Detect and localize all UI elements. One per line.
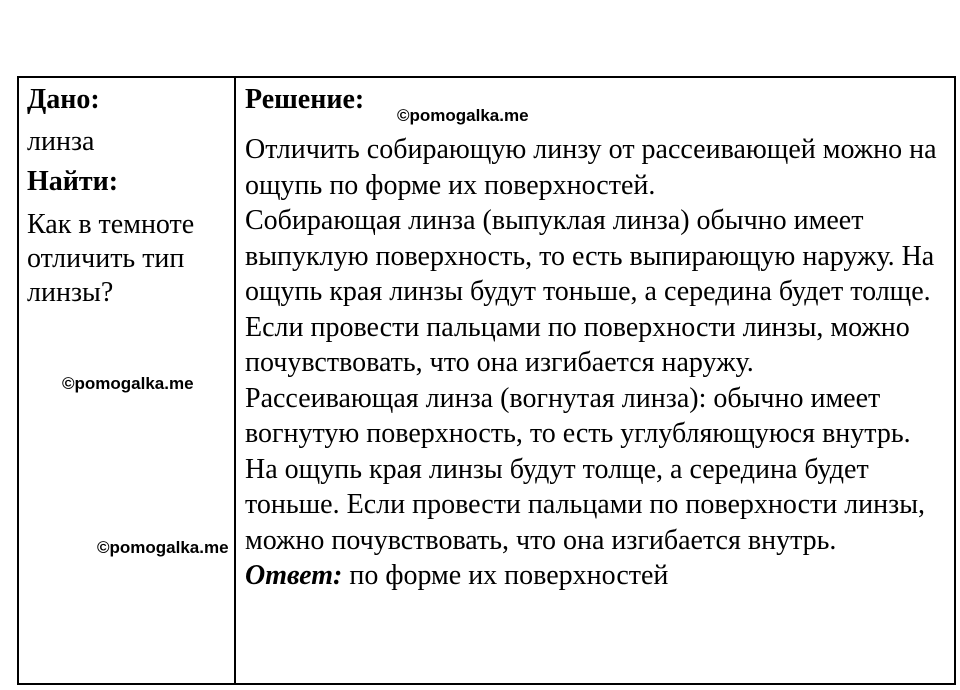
given-heading: Дано:: [27, 84, 100, 115]
solution-heading: Решение:: [245, 84, 365, 115]
watermark-middle: ©pomogalka.me: [62, 374, 194, 393]
solution-column: [236, 78, 954, 683]
watermark-top: ©pomogalka.me: [397, 106, 529, 125]
given-value: линза: [27, 126, 95, 157]
watermark-bottom: ©pomogalka.me: [97, 538, 229, 557]
answer-text: по форме их поверхностей: [342, 560, 669, 591]
solution-paragraph-2: Собирающая линза (выпуклая линза) обычно имеет выпуклую поверхность, то есть выпирающую наружу. На ощупь края линзы будут тоньше, а середина будет толще. Если провести пальцами по поверхности линзы, можно почувствовать, что она изгибается наружу.: [245, 205, 935, 378]
find-value: Как в темноте отличить тип линзы?: [27, 208, 195, 308]
solution-body: [245, 132, 950, 594]
solution-paragraph-3: Рассеивающая линза (вогнутая линза): обычно имеет вогнутую поверхность, то есть углубляющуюся внутрь. На ощупь края линзы будут толще, а середина будет тоньше. Если провести пальцами по поверхности линзы, можно почувствовать, что она изгибается внутрь.: [245, 382, 926, 556]
answer-line: [245, 558, 950, 594]
solution-paragraph-1: Отличить собирающую линзу от рассеивающей можно на ощупь по форме их поверхностей.: [245, 134, 937, 201]
answer-label: Ответ:: [245, 560, 343, 591]
find-heading: Найти:: [27, 165, 119, 197]
